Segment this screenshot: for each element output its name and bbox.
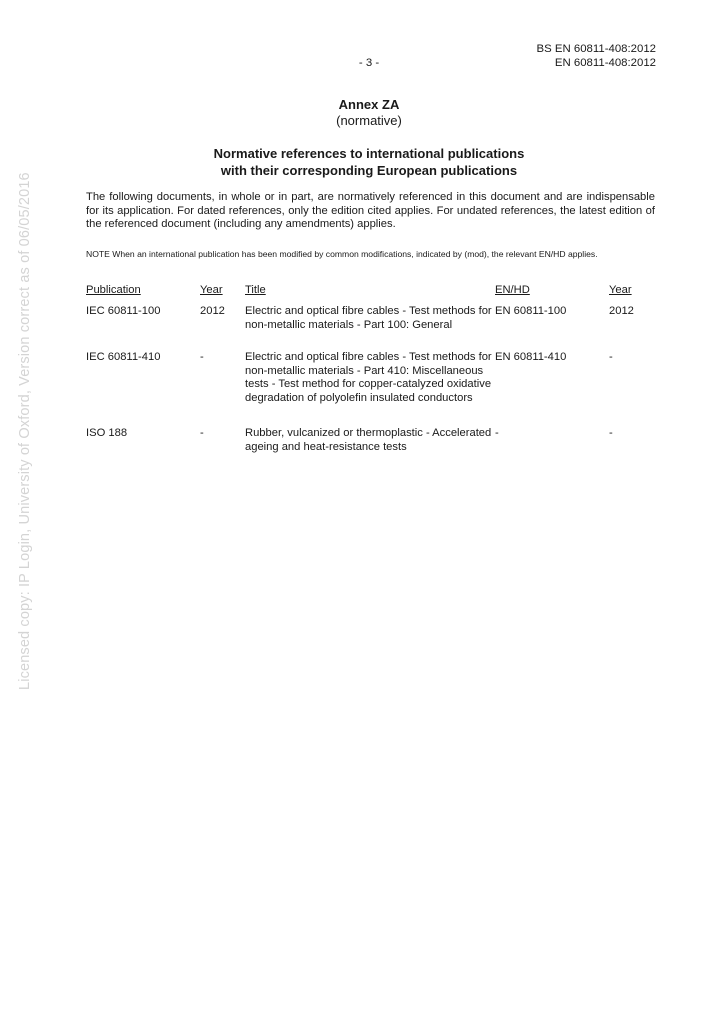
note-paragraph: NOTE When an international publication has been modified by common modifications, indicated by (mod), the relevant EN/HD applies. xyxy=(86,249,598,259)
header-year-en: Year xyxy=(609,284,632,296)
cell-title: Electric and optical fibre cables - Test methods for non-metallic materials - Part 100: General xyxy=(245,305,492,331)
cell-year: - xyxy=(200,427,204,439)
cell-en-hd: EN 60811-410 xyxy=(495,351,567,363)
license-watermark: Licensed copy: IP Login, University of Oxford, Version correct as of 06/05/2016 xyxy=(17,172,33,690)
intro-paragraph: The following documents, in whole or in part, are normatively referenced in this document and are indispensable for its application. For dated references, only the edition cited applies. For undated references, the latest edition of the referenced document (including any amendments) applies. xyxy=(86,191,655,230)
cell-en-hd: EN 60811-100 xyxy=(495,305,567,317)
cell-year-en: - xyxy=(609,351,613,363)
cell-publication: ISO 188 xyxy=(86,427,128,439)
cell-publication: IEC 60811-100 xyxy=(86,305,161,317)
page-number: - 3 - xyxy=(358,57,380,69)
cell-year-en: - xyxy=(609,427,613,439)
cell-year: 2012 xyxy=(200,305,225,317)
section-heading xyxy=(0,145,724,179)
header-title: Title xyxy=(245,284,266,296)
header-year: Year xyxy=(200,284,223,296)
cell-en-hd: - xyxy=(495,427,499,439)
standard-id-en: EN 60811-408:2012 xyxy=(554,57,656,69)
header-publication: Publication xyxy=(86,284,141,296)
section-heading-line1: Normative references to international publications xyxy=(213,146,525,161)
section-heading-line2: with their corresponding European publications xyxy=(220,163,518,178)
annex-subtitle: (normative) xyxy=(336,113,402,128)
cell-title: Electric and optical fibre cables - Test methods for non-metallic materials - Part 410: Miscellaneous tests - Test method for copper-catalyzed oxidative degradation of polyolefin insulated conductors xyxy=(245,351,492,404)
header-en-hd: EN/HD xyxy=(495,284,530,296)
cell-publication: IEC 60811-410 xyxy=(86,351,161,363)
annex-title: Annex ZA xyxy=(338,97,400,112)
standard-id-bs: BS EN 60811-408:2012 xyxy=(536,43,656,55)
annex-block xyxy=(0,97,724,129)
cell-year-en: 2012 xyxy=(609,305,634,317)
cell-title: Rubber, vulcanized or thermoplastic - Accelerated ageing and heat-resistance tests xyxy=(245,427,492,453)
cell-year: - xyxy=(200,351,204,363)
